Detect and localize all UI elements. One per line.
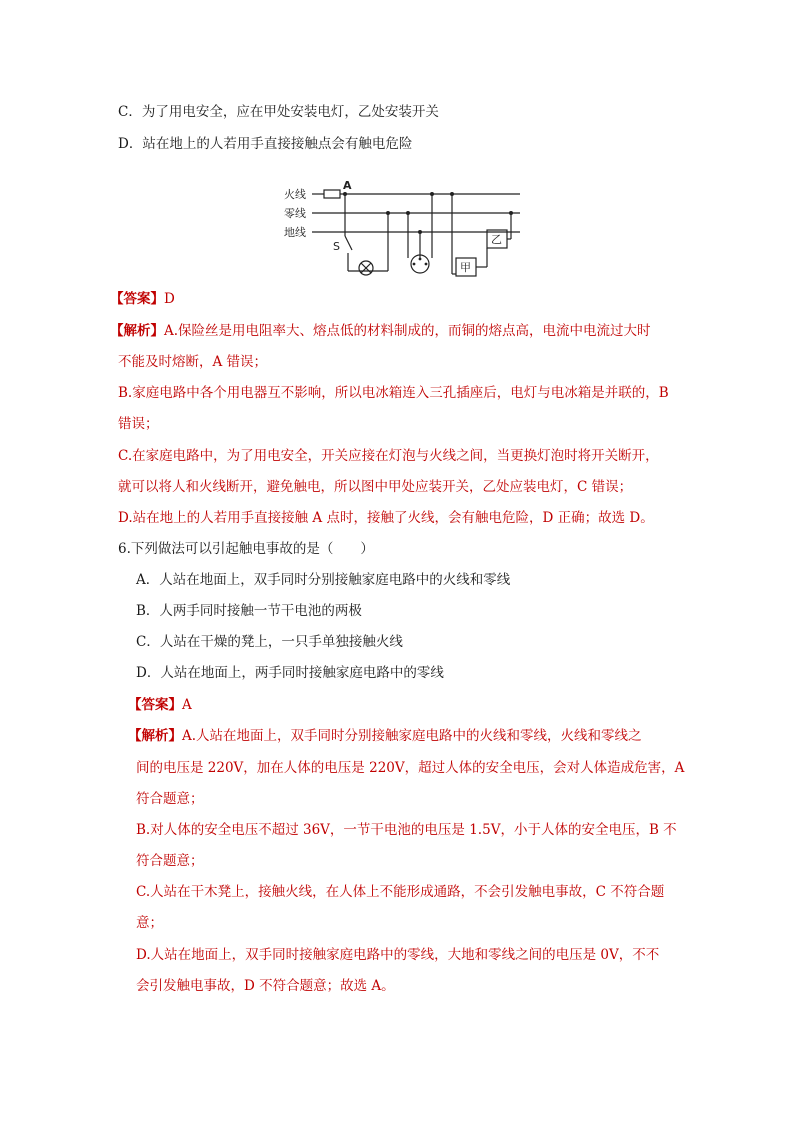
q6-option-a: A．人站在地面上，双手同时分别接触家庭电路中的火线和零线 bbox=[136, 572, 511, 588]
q6-answer bbox=[128, 695, 192, 715]
q5-analysis-c1: C.在家庭电路中，为了用电安全，开关应接在灯泡与火线之间，当更换灯泡时将开关断开， bbox=[118, 448, 659, 464]
q5-analysis-b1: B.家庭电路中各个用电器互不影响，所以电冰箱连入三孔插座后，电灯与电冰箱是并联的，B bbox=[118, 385, 669, 401]
q5-analysis-a1: 【解析】A.保险丝是用电阻率大、熔点低的材料制成的，而铜的熔点高，电流中电流过大时 bbox=[110, 323, 651, 339]
neutral-label: 零线 bbox=[284, 207, 306, 220]
q6-analysis-b1: B.对人体的安全电压不超过 36V，一节干电池的电压是 1.5V，小于人体的安全电压，B 不 bbox=[136, 822, 677, 838]
option-d-text: D．站在地上的人若用手直接接触点会有触电危险 bbox=[118, 136, 413, 152]
q5-answer bbox=[110, 289, 175, 309]
q6-analysis-c1: C.人站在干木凳上，接触火线，在人体上不能形成通路，不会引发触电事故，C 不符合题 bbox=[136, 884, 665, 900]
q6-analysis-c2: 意； bbox=[136, 915, 163, 931]
q6-analysis-a2: 间的电压是 220V，加在人体的电压是 220V，超过人体的安全电压，会对人体造成危害，A bbox=[136, 760, 685, 776]
q6-analysis-a1: 【解析】A.人站在地面上，双手同时分别接触家庭电路中的火线和零线，火线和零线之 bbox=[128, 728, 642, 744]
option-c-text: C．为了用电安全，应在甲处安装电灯，乙处安装开关 bbox=[118, 104, 439, 120]
ground-label: 地线 bbox=[284, 226, 306, 239]
q6-stem: 6.下列做法可以引起触电事故的是（ ） bbox=[118, 541, 374, 557]
q6-analysis-d2: 会引发触电事故，D 不符合题意；故选 A。 bbox=[136, 978, 395, 994]
q6-analysis-a3: 符合题意； bbox=[136, 791, 204, 807]
answer-value: A bbox=[182, 697, 192, 713]
q6-option-c: C．人站在干燥的凳上，一只手单独接触火线 bbox=[136, 634, 403, 650]
point-a-label: A bbox=[343, 179, 352, 192]
q5-analysis-c2: 就可以将人和火线断开，避免触电，所以图中甲处应装开关，乙处应装电灯，C 错误； bbox=[118, 479, 633, 495]
answer-tag: 【答案】 bbox=[110, 291, 164, 307]
fuse bbox=[324, 190, 340, 198]
q5-analysis-d1: D.站在地上的人若用手直接接触 A 点时，接触了火线，会有触电危险，D 正确；故选 D。 bbox=[118, 510, 654, 526]
switch-label: S bbox=[333, 240, 340, 253]
yi-label: 乙 bbox=[491, 233, 502, 246]
q6-analysis-b2: 符合题意； bbox=[136, 853, 204, 869]
q6-analysis-d1: D.人站在地面上，双手同时接触家庭电路中的零线，大地和零线之间的电压是 0V，不不 bbox=[136, 947, 660, 963]
answer-value: D bbox=[164, 291, 175, 307]
live-label: 火线 bbox=[284, 188, 306, 201]
q5-analysis-b2: 错误； bbox=[118, 416, 159, 432]
answer-tag: 【答案】 bbox=[128, 697, 182, 713]
switch-s bbox=[345, 236, 352, 250]
analysis-tag: 【解析】 bbox=[128, 728, 182, 744]
q5-analysis-a2: 不能及时熔断，A 错误； bbox=[118, 354, 268, 370]
q6-option-b: B．人两手同时接触一节干电池的两极 bbox=[136, 603, 362, 619]
circuit-diagram bbox=[282, 178, 522, 278]
q6-option-d: D．人站在地面上，两手同时接触家庭电路中的零线 bbox=[136, 665, 444, 681]
jia-label: 甲 bbox=[460, 261, 471, 274]
analysis-tag: 【解析】 bbox=[110, 323, 164, 339]
